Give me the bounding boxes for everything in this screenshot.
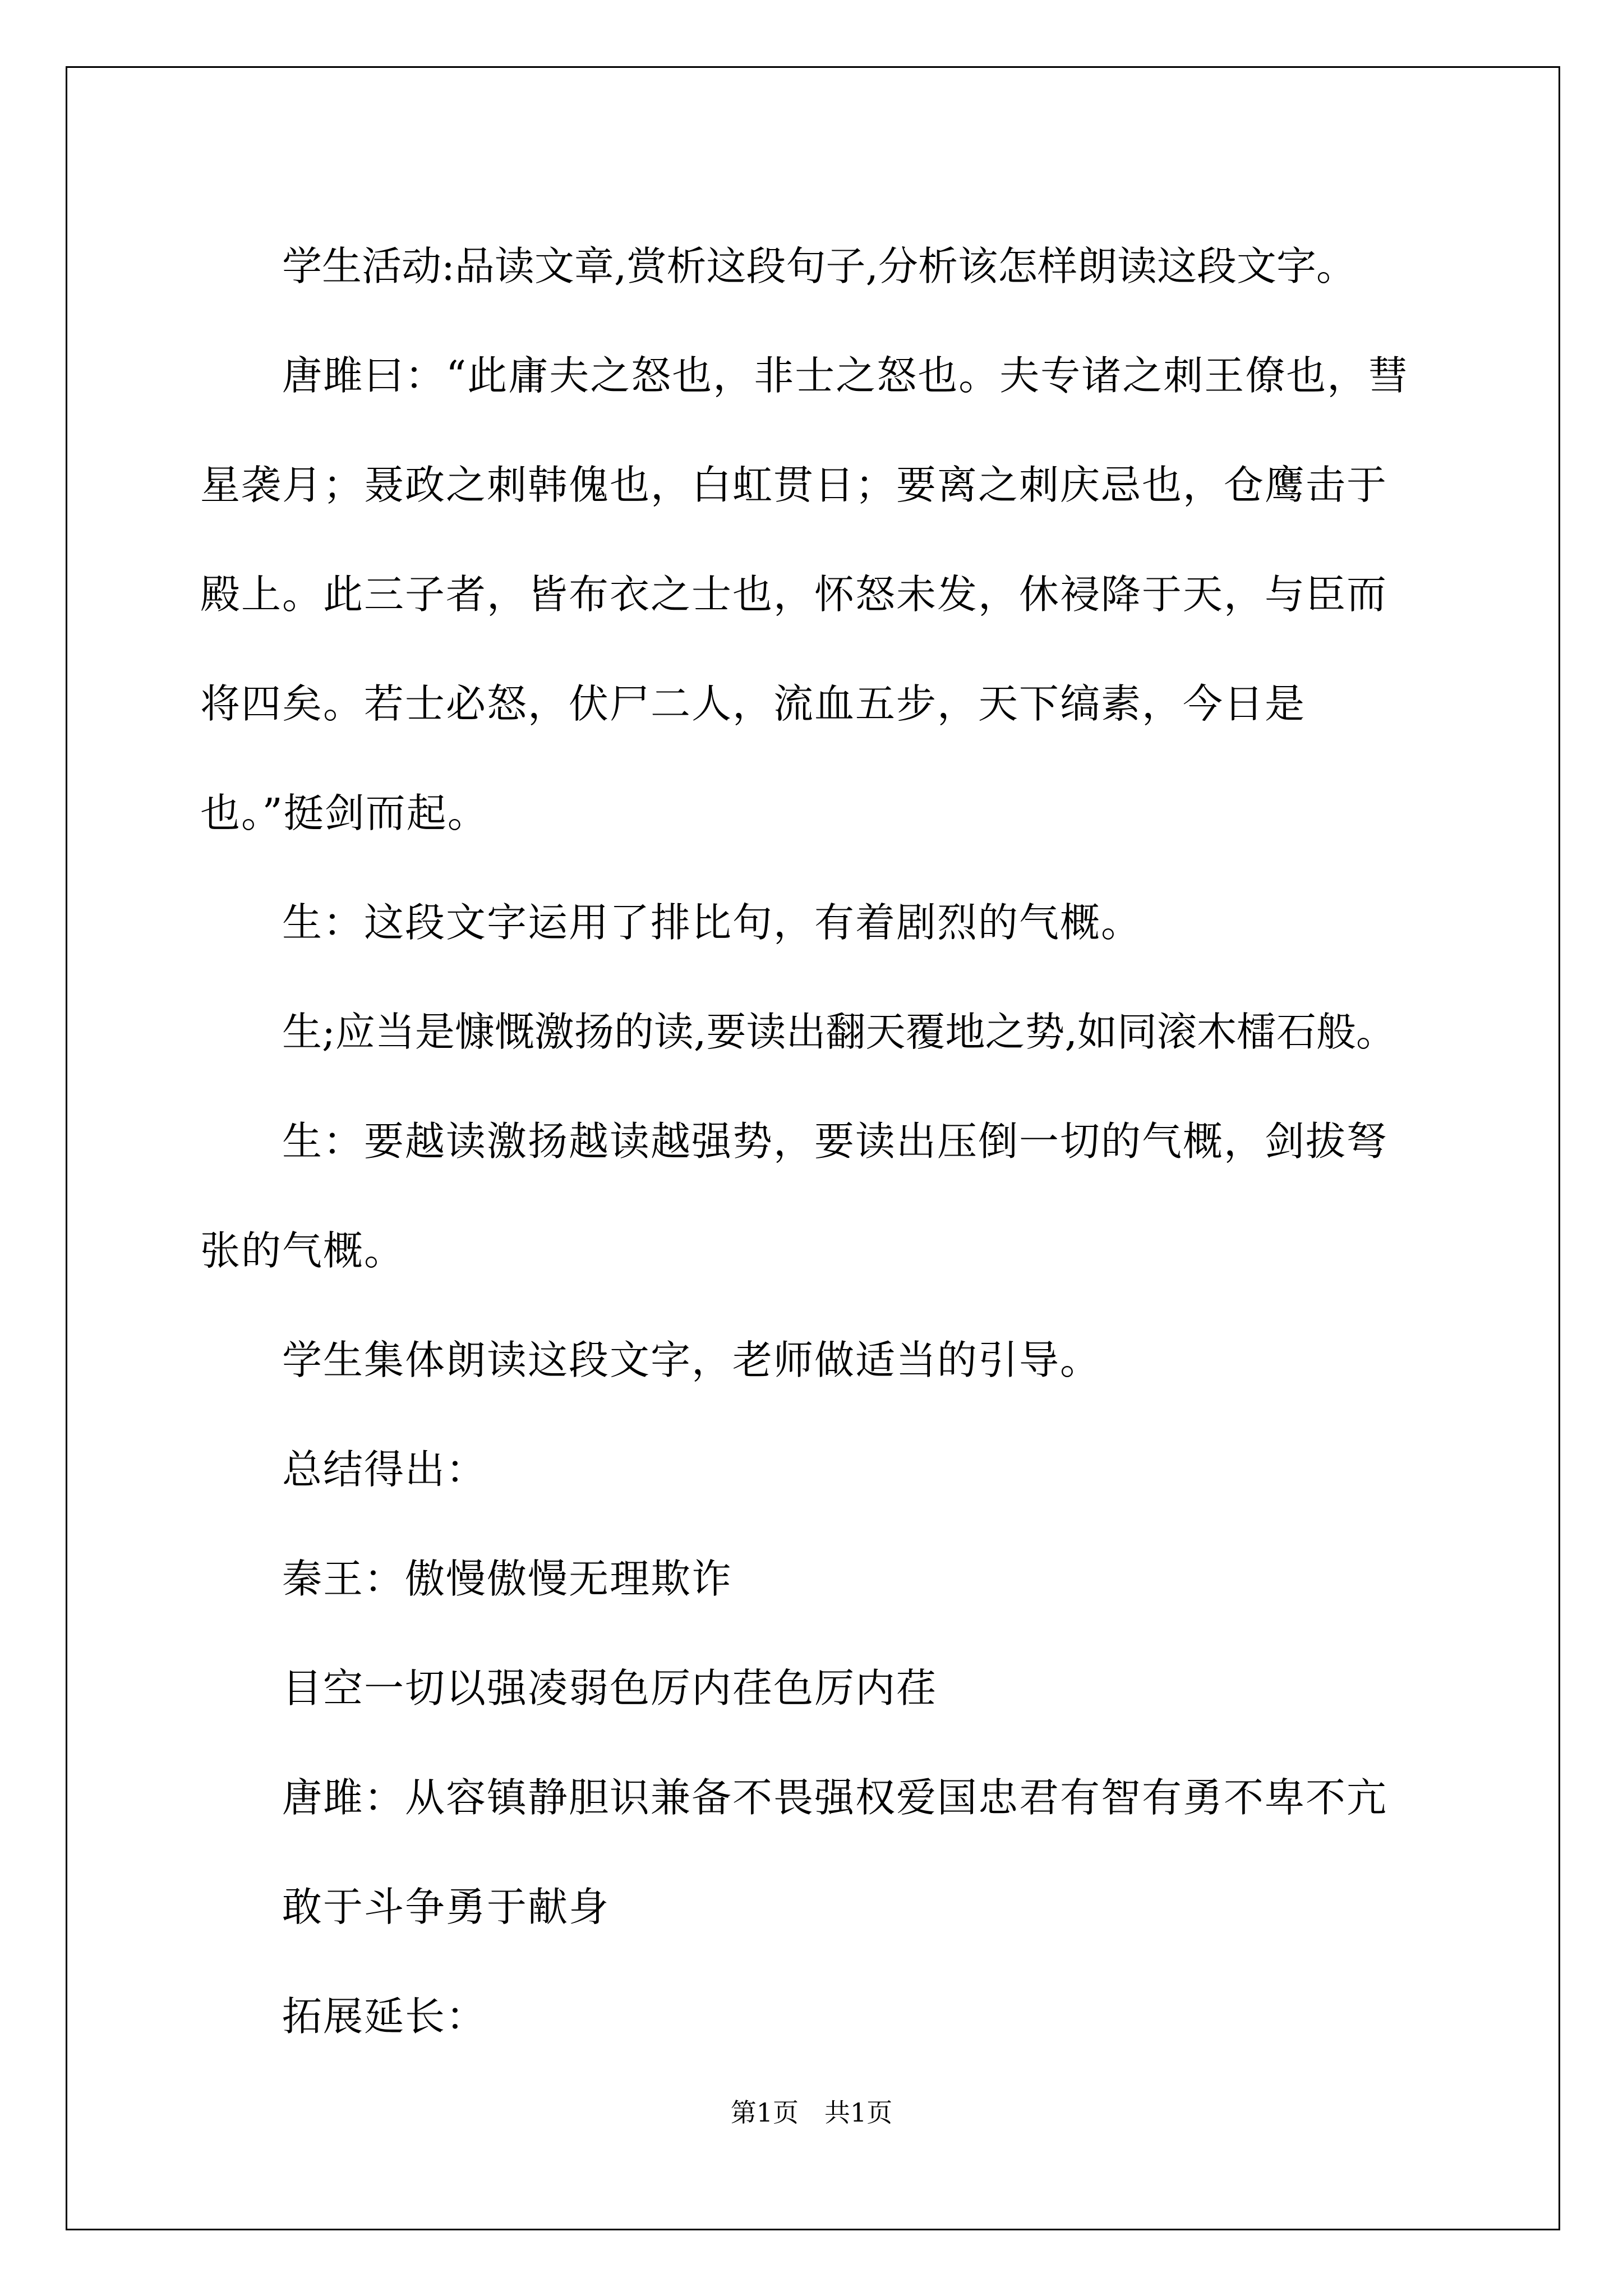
paragraph-group-reading: 学生集体朗读这段文字，老师做适当的引导。 [282,1337,1101,1383]
paragraph-student-answer-3: 生：要越读激扬越读越强势，要读出压倒一切的气概，剑拔弩张的气概。 [200,1118,1388,1274]
paragraph-student-activity: 学生活动:品读文章,赏析这段句子,分析该怎样朗读这段文字。 [282,243,1357,289]
paragraph-tang-ju-quote: 唐雎曰：“此庸夫之怒也，非士之怒也。夫专诸之刺王僚也，彗星袭月；聂政之刺韩傀也，白虹贯日；要离之刺庆忌也，仓鹰击于殿上。此三子者，皆布衣之士也，怀怒未发，休祲降于天，与臣而将四矣。若士必怒，伏尸二人，流血五步，天下缟素，今日是也。”挺剑而起。 [200,352,1409,836]
paragraph-student-answer-1: 生：这段文字运用了排比句，有着剧烈的气概。 [282,899,1142,946]
paragraph-qin-king-traits: 目空一切以强凌弱色厉内荏色厉内荏 [282,1665,938,1711]
page-number-footer: 第1页 共1页 [730,2097,893,2128]
paragraph-tang-ju-traits: 唐雎：从容镇静胆识兼备不畏强权爱国忠君有智有勇不卑不亢 [282,1774,1388,1821]
paragraph-tang-ju-traits-2: 敢于斗争勇于献身 [282,1884,610,1930]
paragraph-qin-king: 秦王：傲慢傲慢无理欺诈 [282,1556,733,1602]
paragraph-extension-heading: 拓展延长： [282,1993,487,2040]
paragraph-summary-heading: 总结得出： [282,1446,487,1493]
document-body [200,211,1427,2071]
paragraph-student-answer-2: 生;应当是慷慨激扬的读,要读出翻天覆地之势,如同滚木檑石般。 [282,1009,1396,1055]
